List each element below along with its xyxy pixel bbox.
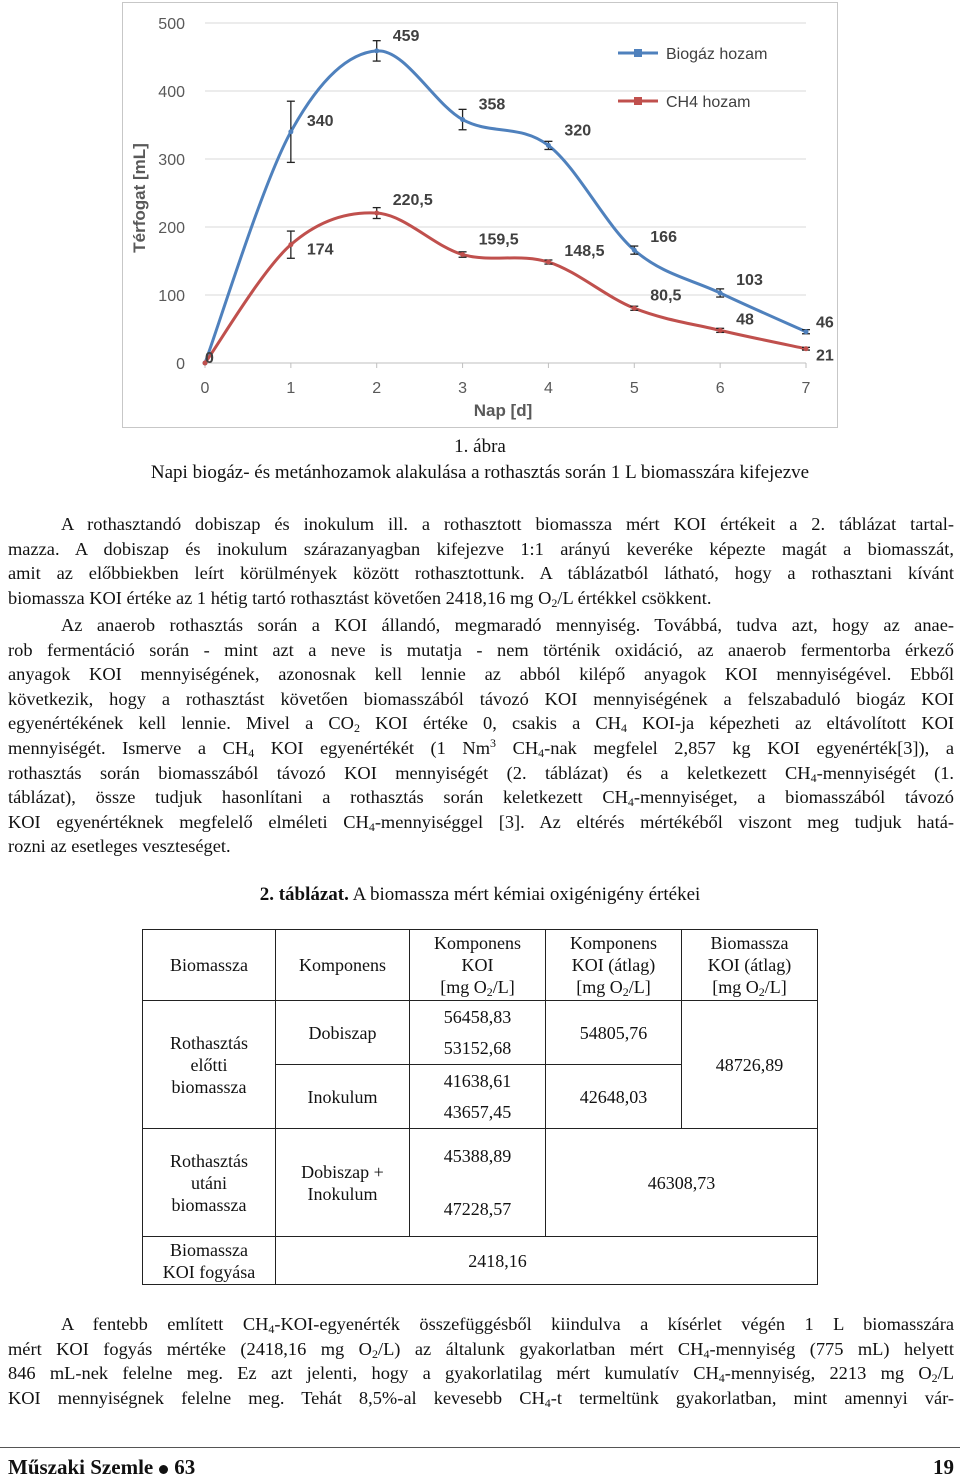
x-tick-label: 0 bbox=[200, 380, 210, 397]
text-line: A rothasztandó dobiszap és inokulum ill. a rothasztott biomassza mért KOI értékeit a 2. táblázat tartal- bbox=[61, 514, 954, 534]
data-point bbox=[374, 48, 379, 53]
bullet-icon bbox=[159, 1465, 168, 1474]
cell-dobiszap: Dobiszap bbox=[276, 1001, 410, 1065]
cell-rothasztas-utani: Rothasztás utáni biomassza bbox=[143, 1129, 276, 1237]
data-label: 166 bbox=[650, 229, 677, 247]
cell-value: 43657,45 bbox=[410, 1097, 546, 1129]
figure-number: 1. ábra bbox=[454, 436, 506, 457]
data-label: 103 bbox=[736, 271, 763, 289]
x-axis-title: Nap [d] bbox=[473, 401, 533, 420]
cell-rothasztas-elotti: Rothasztás előtti biomassza bbox=[143, 1001, 276, 1129]
page-number: 19 bbox=[933, 1455, 954, 1479]
data-label: 159,5 bbox=[478, 231, 519, 249]
text-line: táblázat), össze tudjuk hasonlítani a rothasztás során keletkezett $CH_4$-mennyiséget, a biomasszából távozó bbox=[8, 787, 954, 810]
data-point bbox=[718, 328, 723, 333]
header-komponens-koi-atlag: Komponens KOI (átlag) [mg $O_2/L$] bbox=[546, 930, 682, 1001]
data-point bbox=[632, 248, 637, 253]
legend-label: CH4 hozam bbox=[666, 94, 751, 111]
data-label: 320 bbox=[564, 122, 592, 140]
cell-value: 48726,89 bbox=[682, 1001, 818, 1129]
cell-value: 41638,61 bbox=[410, 1065, 546, 1097]
table-row bbox=[143, 1237, 818, 1285]
cell-value: 2418,16 bbox=[276, 1237, 818, 1285]
data-point bbox=[288, 129, 293, 134]
text-line: mért KOI fogyás mértéke (2418,16 mg $O_2/L$) az általunk gyakorlatban mért $CH_4$-mennyiség (775 mL) helyett bbox=[8, 1338, 955, 1361]
text-line: egyenértékének kell lennie. Mivel a $CO_2$ KOI értéke 0, csakis a $CH_4$ KOI-ja képezheti az eltávolított KOI bbox=[8, 713, 955, 736]
y-tick-label: 100 bbox=[158, 288, 185, 305]
legend-label: Biogáz hozam bbox=[666, 46, 768, 63]
y-tick-label: 0 bbox=[176, 356, 185, 373]
text-line: rothasztás során biomasszából távozó KOI mennyiségét (2. táblázat) és a keletkezett $CH_4$-mennyiségét (1. bbox=[8, 762, 954, 785]
legend-marker bbox=[634, 49, 642, 57]
text-line: KOI mennyiségnek felelne meg. Tehát 8,5%-al kevesebb $CH_4-t$ termeltünk gyakorlatban, mint amennyi vár- bbox=[8, 1387, 955, 1410]
text-line: amit az előbbiekben leírt körülmények között rothasztottunk. A táblázatból látható, hogy a rothasztani kívánt bbox=[8, 563, 954, 584]
y-axis-title: Térfogat [mL] bbox=[130, 143, 149, 253]
text-line: Az anaerob rothasztás során a KOI állandó, megmaradó mennyiség. Továbbá, tudva azt, hogy az anae- bbox=[61, 615, 954, 635]
data-point bbox=[718, 290, 723, 295]
data-point bbox=[546, 260, 551, 265]
data-label: 340 bbox=[306, 112, 334, 130]
cell-value: 53152,68 bbox=[410, 1033, 546, 1065]
cell-dobiszap-inokulum: Dobiszap + Inokulum bbox=[276, 1129, 410, 1237]
data-point bbox=[460, 117, 465, 122]
x-tick-label: 6 bbox=[715, 380, 725, 397]
paragraph-2 bbox=[8, 613, 954, 859]
data-point bbox=[546, 143, 551, 148]
table-row bbox=[143, 1129, 818, 1183]
data-label: 0 bbox=[205, 350, 214, 367]
x-tick-label: 1 bbox=[286, 380, 296, 397]
header-biomassza: Biomassza bbox=[143, 930, 276, 1001]
cell-value: 54805,76 bbox=[546, 1001, 682, 1065]
data-label: 220,5 bbox=[392, 192, 433, 210]
x-tick-label: 2 bbox=[372, 380, 382, 397]
cell-value: 47228,57 bbox=[410, 1183, 546, 1237]
x-tick-label: 7 bbox=[801, 380, 811, 397]
data-label: 148,5 bbox=[564, 243, 605, 261]
koi-table bbox=[142, 929, 818, 1285]
header-komponens: Komponens bbox=[276, 930, 410, 1001]
cell-value: 46308,73 bbox=[546, 1129, 818, 1237]
text-line: rob fermentáció során - mint azt a neve is mutatja - nem történik oxidáció, az anaerob fermentorba érkező bbox=[8, 639, 954, 660]
text-line: 846 mL-nek felelne meg. Ez azt jelenti, hogy a gyakorlatilag mért kumulatív $CH_4$-mennyiség, 2213 mg $O_2/L$ bbox=[8, 1363, 954, 1386]
paragraph-1 bbox=[8, 512, 954, 610]
text-line: anyagok KOI mennyiségének, azonosnak kell lennie az abból kilépő anyagok KOI mennyiségével. Ebből bbox=[8, 664, 954, 685]
cell-inokulum: Inokulum bbox=[276, 1065, 410, 1129]
y-tick-label: 300 bbox=[158, 152, 185, 169]
data-label: 459 bbox=[392, 27, 420, 45]
text-line: mennyiségét. Ismerve a $CH_4$ KOI egyenértékét (1 Nm$^3$ $CH_4$-nak megfelel 2,857 kg KOI egyenérték[3]), a bbox=[8, 735, 955, 760]
data-point bbox=[460, 252, 465, 257]
text-line: KOI egyenértéknek megfelelő elméleti $CH_4$-mennyiséggel [3]. Az eltérés mértékéből viszont meg tudjuk hatá- bbox=[8, 811, 954, 834]
cell-value: 42648,03 bbox=[546, 1065, 682, 1129]
text-line: rozni az esetleges veszteséget. bbox=[8, 836, 231, 857]
table-title: 2. táblázat. A biomassza mért kémiai oxigénigény értékei bbox=[259, 884, 701, 905]
header-komponens-koi: Komponens KOI [mg $O_2/L$] bbox=[410, 930, 546, 1001]
data-label: 21 bbox=[816, 347, 834, 365]
text-line: biomassza KOI értéke az 1 hétig tartó rothasztást követően 2418,16 mg $O_2/L$ értékkel csökkent. bbox=[8, 587, 712, 610]
data-label: 48 bbox=[736, 311, 754, 329]
y-tick-label: 500 bbox=[158, 16, 185, 33]
data-point bbox=[632, 306, 637, 311]
figure-caption: Napi biogáz- és metánhozamok alakulása a rothasztás során 1 L biomasszára kifejezve bbox=[150, 462, 810, 483]
text-line: következik, hogy a rothasztást követően biomasszából távozó KOI mennyiségének a felszabaduló biogáz KOI bbox=[8, 688, 954, 709]
cell-value: 56458,83 bbox=[410, 1001, 546, 1033]
data-point bbox=[804, 329, 809, 334]
line-chart bbox=[123, 3, 837, 427]
paragraph-3 bbox=[8, 1312, 954, 1410]
data-point bbox=[804, 346, 809, 351]
x-tick-label: 4 bbox=[543, 380, 553, 397]
table-row bbox=[143, 1001, 818, 1033]
text-line: A fentebb említett $CH_4-KOI$-egyenérték összefüggésből kiindulva a kísérlet végén 1 L biomasszára bbox=[61, 1314, 954, 1336]
cell-value: 45388,89 bbox=[410, 1129, 546, 1183]
data-label: 80,5 bbox=[650, 287, 682, 305]
table-header-row bbox=[143, 930, 818, 1001]
data-point bbox=[288, 242, 293, 247]
legend-marker bbox=[634, 97, 642, 105]
cell-koi-fogyasa: Biomassza KOI fogyása bbox=[143, 1237, 276, 1285]
chart-frame bbox=[122, 2, 838, 428]
data-label: 46 bbox=[816, 314, 834, 332]
data-label: 358 bbox=[478, 96, 506, 114]
x-tick-label: 3 bbox=[458, 380, 468, 397]
header-biomassza-koi-atlag: Biomassza KOI (átlag) [mg $O_2/L$] bbox=[682, 930, 818, 1001]
y-tick-label: 200 bbox=[158, 220, 185, 237]
text-line: mazza. A dobiszap és inokulum szárazanyagban kifejezve 1:1 arányú keveréke képezte magát a biomasszát, bbox=[8, 538, 954, 559]
x-tick-label: 5 bbox=[629, 380, 639, 397]
footer-journal: Műszaki Szemle 63 bbox=[8, 1455, 196, 1479]
footer-rule bbox=[0, 1447, 960, 1448]
data-label: 174 bbox=[306, 241, 334, 259]
y-tick-label: 400 bbox=[158, 84, 185, 101]
data-point bbox=[374, 211, 379, 216]
